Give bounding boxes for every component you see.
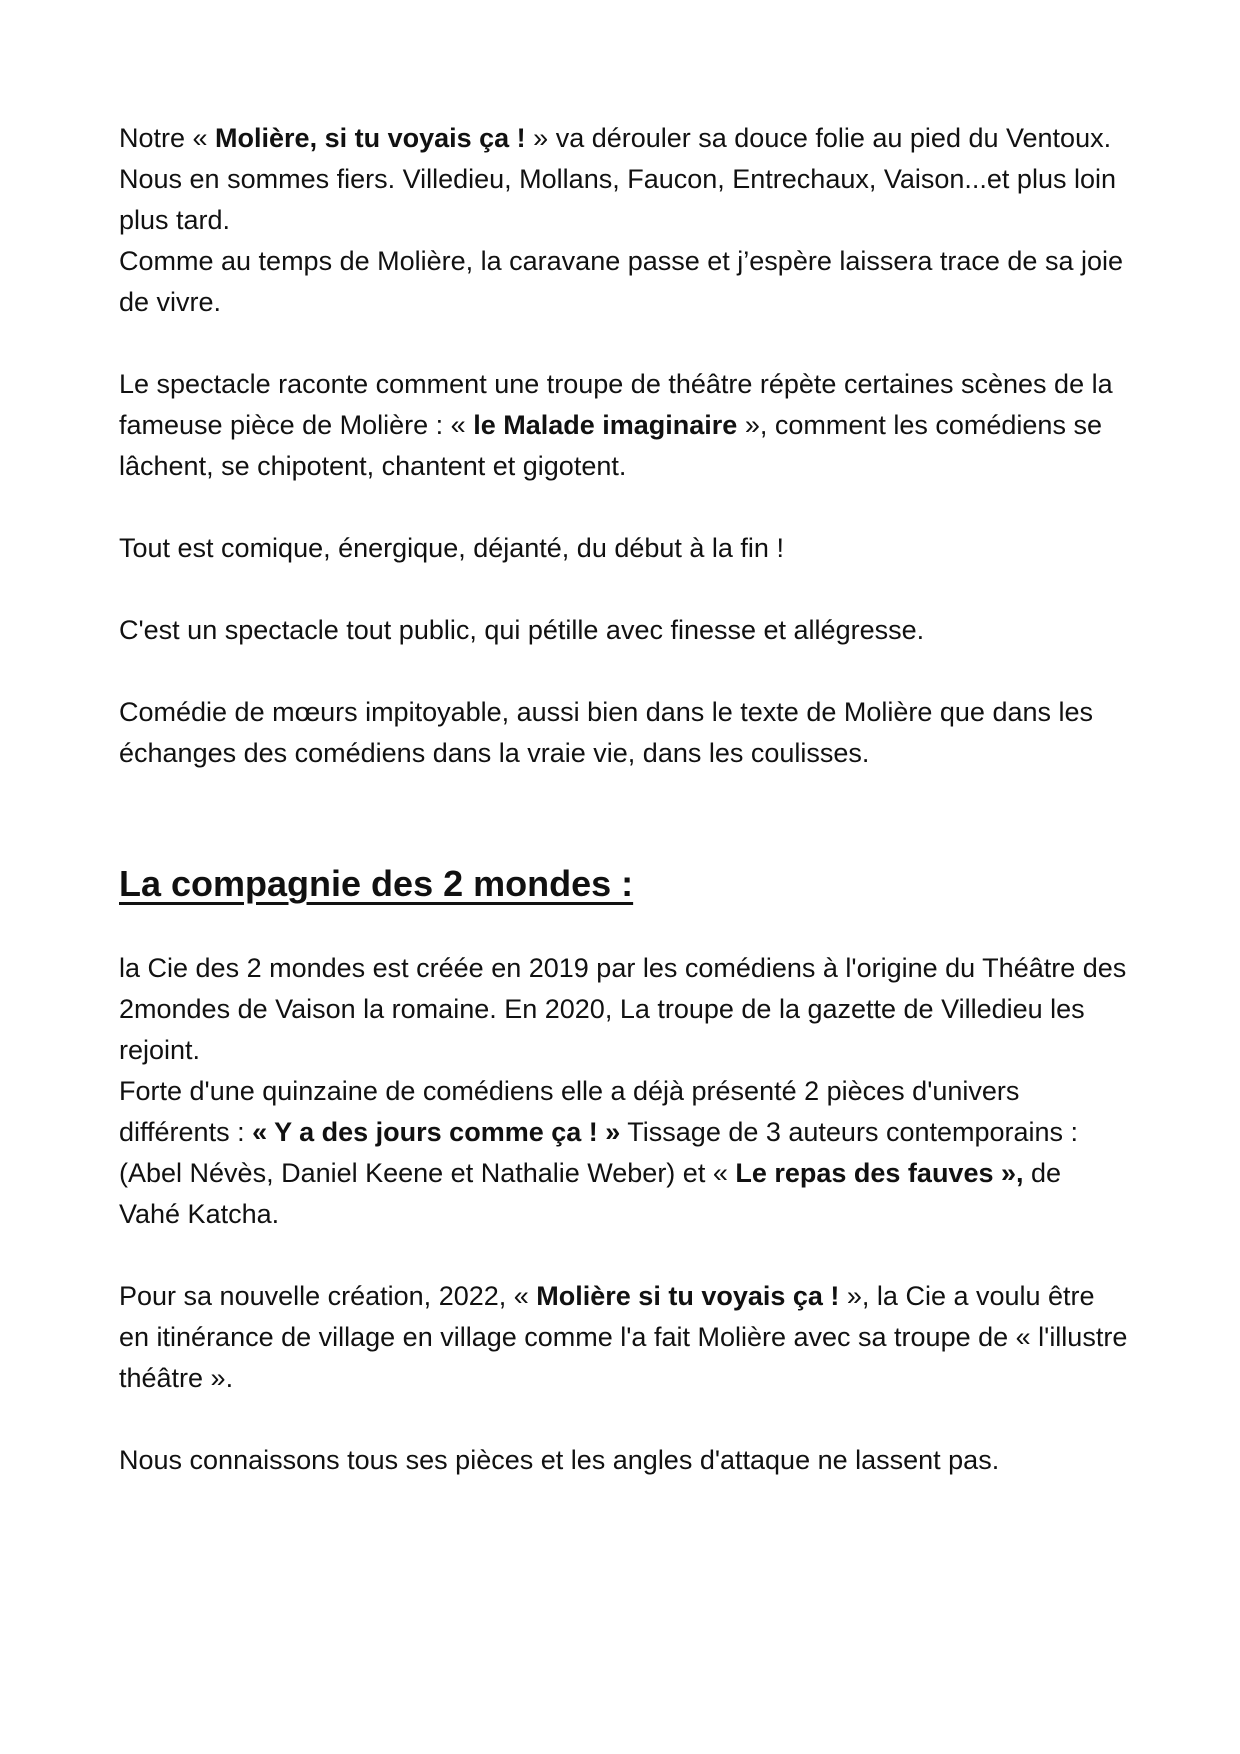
spacer bbox=[119, 1235, 1129, 1276]
company-paragraph-4 bbox=[119, 1440, 1129, 1481]
text-run: », comment les comédiens se lâchent, se chipotent, chantent et gigotent. bbox=[119, 410, 1102, 481]
spacer bbox=[119, 569, 1129, 610]
text-run: Pour sa nouvelle création, 2022, « bbox=[119, 1281, 537, 1311]
bold-text-run: « Y a des jours comme ça ! » bbox=[252, 1117, 621, 1147]
intro-paragraph-1 bbox=[119, 118, 1129, 159]
company-paragraph-3 bbox=[119, 1276, 1129, 1399]
bold-text-run: le Malade imaginaire bbox=[473, 410, 738, 440]
spacer bbox=[119, 1399, 1129, 1440]
bold-text-run: Molière si tu voyais ça ! bbox=[536, 1281, 840, 1311]
bold-text-run: Molière, si tu voyais ça ! bbox=[215, 123, 526, 153]
text-run: Comédie de mœurs impitoyable, aussi bien dans le texte de Molière que dans les échanges des comédiens dans la vraie vie, dans les coulisses. bbox=[119, 697, 1094, 768]
spacer bbox=[119, 323, 1129, 364]
text-run: Forte d'une quinzaine de comédiens elle a déjà présenté 2 pièces d'univers différents : bbox=[119, 1076, 1020, 1147]
text-run: Le spectacle raconte comment une troupe de théâtre répète certaines scènes de la fameuse pièce de Molière : « bbox=[119, 369, 1113, 440]
description-paragraph-4 bbox=[119, 692, 1129, 774]
company-paragraph-1 bbox=[119, 948, 1129, 1071]
text-run: Tout est comique, énergique, déjanté, du début à la fin ! bbox=[119, 533, 784, 563]
text-run: » va dérouler sa douce folie au pied du Ventoux. bbox=[525, 123, 1112, 153]
text-run: Comme au temps de Molière, la caravane passe et j’espère laissera trace de sa joie de vivre. bbox=[119, 246, 1123, 317]
spacer bbox=[119, 774, 1129, 860]
intro-paragraph-3 bbox=[119, 241, 1129, 323]
text-run: Tissage de 3 auteurs contemporains : (Abel Névès, Daniel Keene et Nathalie Weber) et « bbox=[119, 1117, 1079, 1188]
description-paragraph-1 bbox=[119, 364, 1129, 487]
text-run: Nous connaissons tous ses pièces et les angles d'attaque ne lassent pas. bbox=[119, 1445, 1000, 1475]
description-paragraph-3 bbox=[119, 610, 1129, 651]
description-paragraph-2 bbox=[119, 528, 1129, 569]
section-heading: La compagnie des 2 mondes : bbox=[119, 863, 634, 904]
text-run: », la Cie a voulu être en itinérance de village en village comme l'a fait Molière avec sa troupe de « l'illustre théâtre ». bbox=[119, 1281, 1128, 1393]
text-run: la Cie des 2 mondes est créée en 2019 par les comédiens à l'origine du Théâtre des 2mondes de Vaison la romaine. En 2020, La troupe de la gazette de Villedieu les rejoint. bbox=[119, 953, 1127, 1065]
spacer bbox=[119, 651, 1129, 692]
intro-paragraph-2 bbox=[119, 159, 1129, 241]
company-paragraph-2 bbox=[119, 1071, 1129, 1235]
text-run: Nous en sommes fiers. Villedieu, Mollans, Faucon, Entrechaux, Vaison...et plus loin plus tard. bbox=[119, 164, 1116, 235]
spacer bbox=[119, 908, 1129, 948]
text-run: Notre « bbox=[119, 123, 216, 153]
bold-text-run: Le repas des fauves », bbox=[735, 1158, 1024, 1188]
document-content bbox=[119, 118, 1129, 1481]
text-run: C'est un spectacle tout public, qui pétille avec finesse et allégresse. bbox=[119, 615, 925, 645]
spacer bbox=[119, 487, 1129, 528]
text-run: de Vahé Katcha. bbox=[119, 1158, 1062, 1229]
